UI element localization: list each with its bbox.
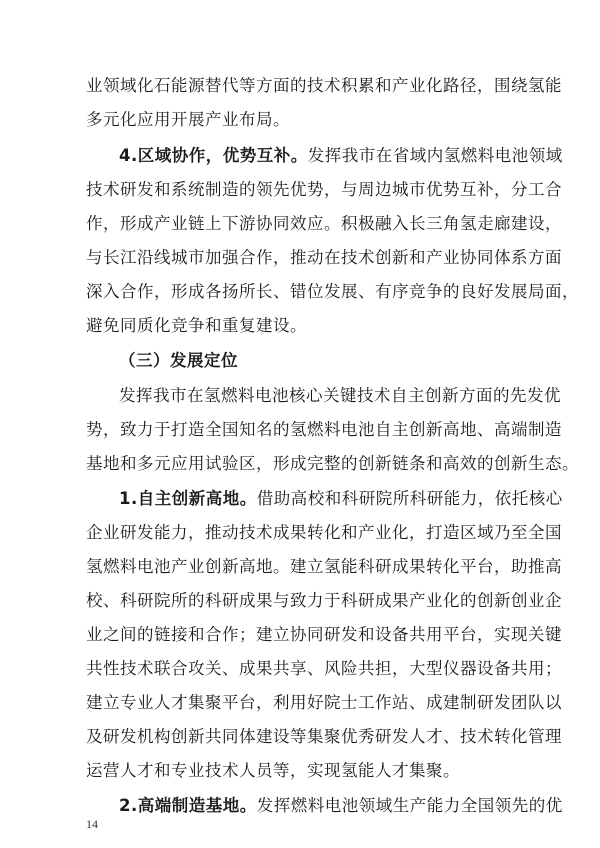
- paragraph-2-text: 发挥我市在省域内氢燃料电池领域: [307, 146, 563, 165]
- paragraph-4-line-6: 共性技术联合攻关、成果共享、风险共担，大型仪器设备共用；: [86, 659, 562, 678]
- paragraph-4-line-3: 氢燃料电池产业创新高地。建立氢能科研成果转化平台，助推高: [86, 557, 562, 576]
- paragraph-1-line-2: 多元化应用开展产业布局。: [86, 110, 290, 129]
- paragraph-2-line-3: 作，形成产业链上下游协同效应。积极融入长三角氢走廊建设，: [86, 214, 562, 233]
- page-number: 14: [86, 817, 98, 831]
- paragraph-4-line-5: 业之间的链接和合作；建立协同研发和设备共用平台，实现关键: [86, 625, 562, 644]
- paragraph-4-text: 借助高校和科研院所科研能力，依托核心: [256, 489, 563, 508]
- paragraph-4-line-7: 建立专业人才集聚平台，利用好院士工作站、成建制研发团队以: [86, 693, 562, 712]
- paragraph-5-line-1: [119, 794, 563, 818]
- paragraph-4-line-8: 及研发机构创新共同体建设等集聚优秀研发人才、技术转化管理: [86, 727, 562, 746]
- paragraph-3-line-2: 势，致力于打造全国知名的氢燃料电池自主创新高地、高端制造: [86, 420, 562, 439]
- paragraph-3-line-3: 基地和多元应用试验区，形成完整的创新链条和高效的创新生态。: [86, 454, 579, 473]
- paragraph-5-title: 2.高端制造基地。: [119, 796, 257, 815]
- paragraph-2-title: 4.区域协作，优势互补。: [119, 146, 308, 165]
- paragraph-2-line-2: 技术研发和系统制造的领先优势，与周边城市优势互补，分工合: [86, 180, 562, 199]
- paragraph-4-line-1: [119, 487, 563, 511]
- paragraph-2-line-1: [119, 144, 563, 168]
- paragraph-4-line-4: 校、科研院所的科研成果与致力于科研成果产业化的创新创业企: [86, 591, 562, 610]
- paragraph-5-text: 发挥燃料电池领域生产能力全国领先的优: [256, 796, 563, 815]
- paragraph-4-line-9: 运营人才和专业技术人员等，实现氢能人才集聚。: [86, 761, 460, 780]
- paragraph-1-line-1: 业领域化石能源替代等方面的技术积累和产业化路径，围绕氢能: [86, 76, 562, 95]
- paragraph-2-line-4: 与长江沿线城市加强合作，推动在技术创新和产业协同体系方面: [86, 248, 562, 267]
- paragraph-2-line-6: 避免同质化竞争和重复建设。: [86, 316, 307, 335]
- paragraph-2-line-5: 深入合作，形成各扬所长、错位发展、有序竞争的良好发展局面，: [86, 282, 579, 301]
- section-heading: （三）发展定位: [119, 351, 238, 370]
- paragraph-3-line-1: 发挥我市在氢燃料电池核心关键技术自主创新方面的先发优: [119, 386, 561, 405]
- paragraph-4-line-2: 企业研发能力，推动技术成果转化和产业化，打造区域乃至全国: [86, 523, 562, 542]
- paragraph-4-title: 1.自主创新高地。: [119, 489, 257, 508]
